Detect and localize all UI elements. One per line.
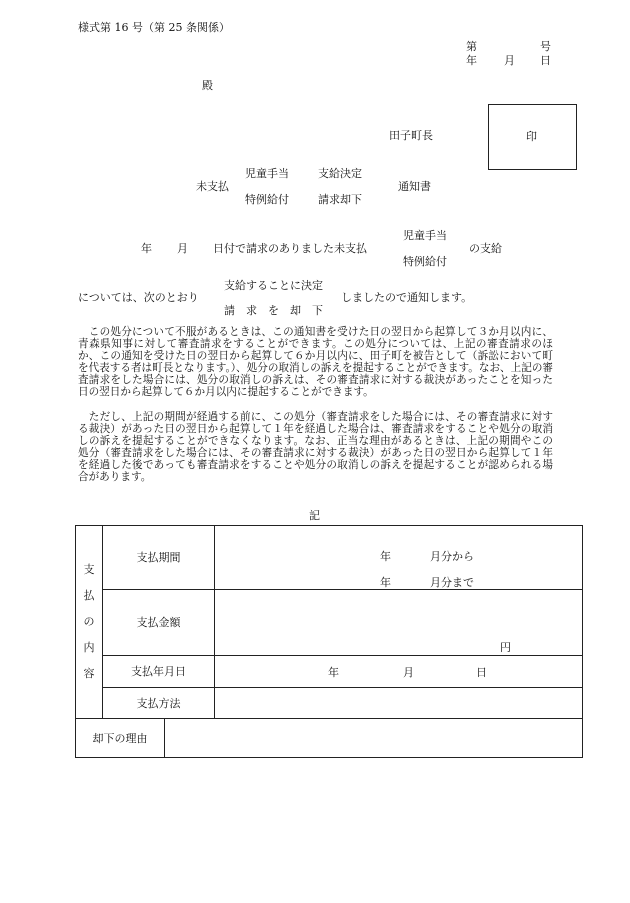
sentence1-month: 月 [177, 242, 188, 255]
vertical-char: 内 [83, 641, 95, 654]
date-year: 年 [466, 54, 477, 67]
payment-date-month: 月 [403, 666, 414, 679]
number-suffix: 号 [540, 40, 551, 53]
rejection-reason-value[interactable] [165, 719, 583, 758]
issuer-name: 田子町長 [389, 129, 433, 142]
appeal-instructions-paragraph: この処分について不服があるときは、この通知書を受けた日の翌日から起算して３か月以内に、青森県知事に対して審査請求をすることができます。この処分については、上記の審査請求のほか、この通知を受けた日の翌日から起算して６か月以内に、田子町を被告として（訴訟において町を代表する者は町長となります。）、処分の取消しの訴えを提起することができます。なお、上記の審査請求をした場合には、処分の取消しの訴えは、その審査請求に対する裁決があったことを知った日の翌日から起算して６か月以内に提起することができます。 [78, 326, 554, 399]
title-option-claim-rejection: 請求却下 [318, 193, 362, 206]
payment-amount-value[interactable] [215, 590, 583, 656]
payment-date-label: 支払年月日 [103, 656, 215, 688]
payment-date-value[interactable] [215, 656, 583, 688]
title-prefix: 未支払 [196, 180, 229, 193]
title-option-special-benefit: 特例給付 [245, 193, 289, 206]
sentence2-suffix: しましたので通知します。 [341, 291, 473, 304]
period-from-text: 月分から [430, 550, 474, 563]
sentence1-suffix: の支給 [469, 242, 502, 255]
period-to-text: 月分まで [430, 576, 474, 589]
period-to-year: 年 [380, 576, 391, 589]
payment-method-label: 支払方法 [103, 688, 215, 719]
vertical-char: 支 [83, 563, 95, 576]
seal-box [488, 104, 577, 170]
title-suffix: 通知書 [398, 180, 431, 193]
addressee-suffix: 殿 [202, 79, 213, 92]
vertical-char: 容 [83, 667, 95, 680]
sentence2-option-rejected: 請 求 を 却 下 [224, 304, 323, 317]
vertical-char: の [83, 615, 95, 628]
sentence1-option-child-allowance: 児童手当 [403, 229, 447, 242]
sentence1-option-special-benefit: 特例給付 [403, 255, 447, 268]
payment-details-table [75, 525, 583, 758]
sentence2-prefix: については、次のとおり [78, 291, 199, 304]
payment-method-value[interactable] [215, 688, 583, 719]
sentence2-option-decided: 支給することに決定 [224, 279, 323, 292]
payment-period-value[interactable] [215, 526, 583, 590]
title-option-payment-decision: 支給決定 [318, 167, 362, 180]
payment-date-day: 日 [476, 666, 487, 679]
payment-amount-label: 支払金額 [103, 590, 215, 656]
sentence1-text: 日付で請求のありました未支払 [213, 242, 367, 255]
seal-mark: 印 [526, 130, 537, 143]
form-number: 様式第 16 号（第 25 条関係） [78, 21, 230, 34]
sentence1-year: 年 [141, 242, 152, 255]
number-prefix: 第 [466, 40, 477, 53]
rejection-reason-label: 却下の理由 [76, 719, 165, 758]
date-month: 月 [504, 54, 515, 67]
title-option-child-allowance: 児童手当 [245, 167, 289, 180]
record-heading: 記 [309, 509, 320, 522]
payment-content-header [76, 526, 103, 719]
appeal-deadline-paragraph: ただし、上記の期間が経過する前に、この処分（審査請求をした場合には、その審査請求に対する裁決）があった日の翌日から起算して１年を経過した場合は、審査請求をすることや処分の取消しの訴えを提起することができなくなります。なお、正当な理由があるときは、上記の期間やこの処分（審査請求をした場合には、その審査請求に対する裁決）があった日の翌日から起算して１年を経過した後であっても審査請求をすることや処分の取消しの訴えを提起することが認められる場合があります。 [78, 411, 553, 484]
payment-date-year: 年 [328, 666, 339, 679]
date-day: 日 [540, 54, 551, 67]
payment-period-label: 支払期間 [103, 526, 215, 590]
period-from-year: 年 [380, 550, 391, 563]
amount-yen-unit: 円 [500, 641, 511, 654]
vertical-char: 払 [83, 589, 95, 602]
